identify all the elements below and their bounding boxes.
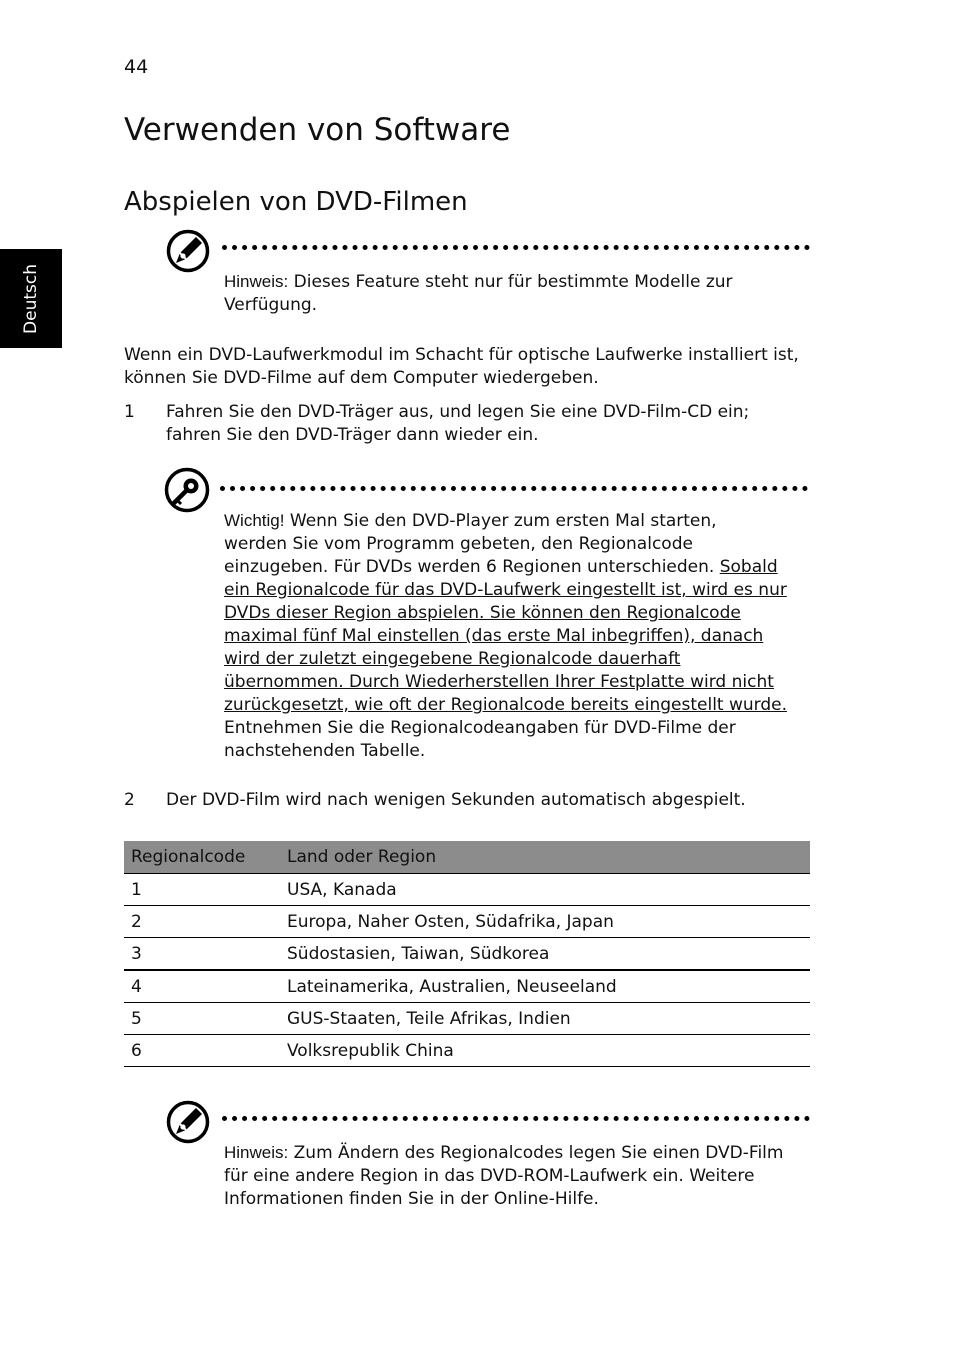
table-row	[124, 970, 810, 1003]
table-row	[124, 906, 810, 938]
important-label: Wichtig!	[224, 511, 285, 530]
important-text: nachstehenden Tabelle.	[224, 741, 426, 761]
note-divider	[222, 1116, 810, 1121]
language-tab-label: Deutsch	[21, 263, 41, 334]
important-underlined-text: ein Regionalcode für das DVD-Laufwerk eingestellt ist, wird es nur	[224, 580, 787, 600]
pencil-note-icon	[166, 1100, 210, 1144]
region-code-cell: 2	[124, 906, 280, 938]
region-code-cell: 1	[124, 874, 280, 906]
region-name-cell: Volksrepublik China	[280, 1035, 810, 1067]
step-number: 1	[124, 402, 135, 422]
important-note	[224, 509, 824, 763]
language-side-tab	[0, 249, 62, 348]
key-important-icon	[164, 467, 208, 511]
step-number: 2	[124, 790, 135, 810]
region-code-cell: 4	[124, 970, 280, 1003]
important-underlined-text: Sobald	[719, 557, 778, 577]
region-code-table	[124, 841, 810, 1067]
note-2	[224, 1141, 824, 1211]
intro-line: können Sie DVD-Filme auf dem Computer wiedergeben.	[124, 368, 599, 388]
note-text: Verfügung.	[224, 295, 318, 315]
note-label: Hinweis:	[224, 1143, 289, 1162]
step-line: Fahren Sie den DVD-Träger aus, und legen Sie eine DVD-Film-CD ein;	[166, 402, 750, 422]
note-divider	[222, 245, 810, 250]
important-text: Wenn Sie den DVD-Player zum ersten Mal starten,	[289, 511, 717, 531]
note-text: Zum Ändern des Regionalcodes legen Sie einen DVD-Film	[293, 1143, 784, 1163]
important-divider	[220, 486, 808, 491]
step-line: fahren Sie den DVD-Träger dann wieder ein.	[166, 425, 539, 445]
table-header-row	[124, 841, 810, 874]
important-underlined-text: wird der zuletzt eingegebene Regionalcode dauerhaft	[224, 649, 681, 669]
intro-line: Wenn ein DVD-Laufwerkmodul im Schacht für optische Laufwerke installiert ist,	[124, 345, 799, 365]
intro-paragraph	[124, 344, 844, 390]
region-code-cell: 6	[124, 1035, 280, 1067]
table-row	[124, 938, 810, 971]
important-underlined-text: zurückgesetzt, wie oft der Regionalcode bereits eingestellt wurde.	[224, 695, 788, 715]
page-number: 44	[124, 56, 149, 78]
note-text: Informationen finden Sie in der Online-Hilfe.	[224, 1189, 599, 1209]
table-row	[124, 1035, 810, 1067]
important-underlined-text: DVDs dieser Region abspielen. Sie können den Regionalcode	[224, 603, 741, 623]
important-underlined-text: maximal fünf Mal einstellen (das erste Mal inbegriffen), danach	[224, 626, 764, 646]
note-label: Hinweis:	[224, 272, 289, 291]
page-title: Verwenden von Software	[124, 112, 511, 148]
important-text: einzugeben. Für DVDs werden 6 Regionen unterschieden.	[224, 557, 715, 577]
step-1-text	[166, 401, 826, 447]
region-name-cell: Europa, Naher Osten, Südafrika, Japan	[280, 906, 810, 938]
region-name-cell: Südostasien, Taiwan, Südkorea	[280, 938, 810, 971]
region-code-cell: 3	[124, 938, 280, 971]
region-name-cell: GUS-Staaten, Teile Afrikas, Indien	[280, 1003, 810, 1035]
region-name-cell: Lateinamerika, Australien, Neuseeland	[280, 970, 810, 1003]
important-underlined-text: übernommen. Durch Wiederherstellen Ihrer Festplatte wird nicht	[224, 672, 774, 692]
column-header: Regionalcode	[124, 841, 280, 874]
table-row	[124, 874, 810, 906]
table-row	[124, 1003, 810, 1035]
note-text: Dieses Feature steht nur für bestimmte Modelle zur	[293, 272, 733, 292]
step-2-text: Der DVD-Film wird nach wenigen Sekunden automatisch abgespielt.	[166, 790, 746, 810]
important-text: werden Sie vom Programm gebeten, den Regionalcode	[224, 534, 693, 554]
region-name-cell: USA, Kanada	[280, 874, 810, 906]
pencil-note-icon	[166, 229, 210, 273]
column-header: Land oder Region	[280, 841, 810, 874]
note-text: für eine andere Region in das DVD-ROM-Laufwerk ein. Weitere	[224, 1166, 755, 1186]
section-title: Abspielen von DVD-Filmen	[124, 187, 468, 217]
region-code-cell: 5	[124, 1003, 280, 1035]
note-1	[224, 270, 824, 317]
important-text: Entnehmen Sie die Regionalcodeangaben für DVD-Filme der	[224, 718, 736, 738]
